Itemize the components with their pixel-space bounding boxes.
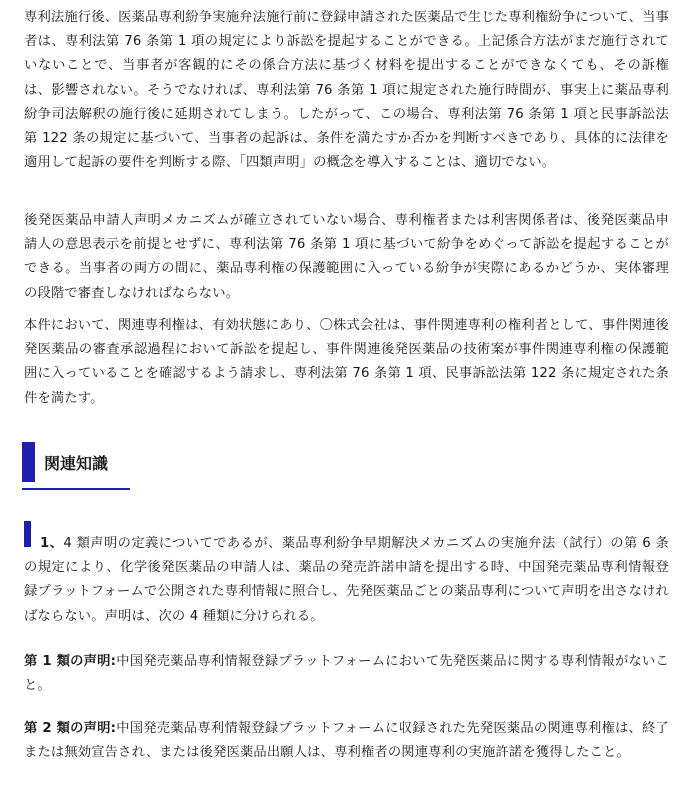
declaration-type-2-label: 第 2 類の声明:: [24, 721, 117, 736]
knowledge-item-1: [24, 532, 669, 629]
heading-accent-bar: [22, 442, 35, 482]
paragraph-no-declaration-mechanism: 後発医薬品申請人声明メカニズムが確立されていない場合、専利権者または利害関係者は、後発医薬品申請人の意思表示を前提とせずに、専利法第 76 条第 1 項に基づいて紛争をめぐって訴訟を提起することができる。当事者の両方の間に、薬品専利権の保護範囲に入っている紛争が実際にあるかどうか、実体審理の段階で審査しなければならない。: [24, 213, 669, 301]
item-text: 4 類声明の定義についてであるが、薬品専利紛争早期解決メカニズムの実施弁法（試行）の第 6 条の規定により、化学後発医薬品の申請人は、薬品の発売許諾申請を提出する時、中国発売薬品専利情報登録プラットフォームで公開された専利情報に照合し、先発医薬品ごとの薬品専利について声明を出さなければならない。声明は、次の 4 種類に分けられる。: [24, 536, 669, 624]
declaration-type-1-text: 中国発売薬品専利情報登録プラットフォームにおいて先発医薬品に関する専利情報がないこと。: [24, 654, 669, 694]
declaration-type-1-label: 第 1 類の声明:: [24, 654, 117, 669]
declaration-type-2: [24, 717, 669, 765]
declaration-type-2-text: 中国発売薬品専利情報登録プラットフォームに収録された先発医薬品の関連専利権は、終了または無効宣告され、または後発医薬品出願人は、専利権者の関連専利の実施許諾を獲得したこと。: [24, 721, 669, 761]
paragraph-standing-to-sue: 専利法施行後、医薬品専利紛争実施弁法施行前に登録申請された医薬品で生じた専利権紛争について、当事者は、専利法第 76 条第 1 項の規定により訴訟を提起することができる。上記係合方法がまだ施行されていないことで、当事者が客観的にその係合方法に基づく材料を提出することができなくても、その訴権は、影響されない。そうでなければ、専利法第 76 条第 1 項に規定された施行時間が、事実上に薬品専利紛争司法解釈の施行後に延期されてしまう。したがって、この場合、専利法第 76 条第 1 項と民事訴訟法第 122 条の規定に基づいて、当事者の起訴は、条件を満たすか否かを判断すべきであり、具体的に法律を適用して起訴の要件を判断する際、「四類声明」の概念を導入することは、適切でない。: [24, 10, 669, 171]
related-knowledge-heading: [22, 440, 130, 490]
item-number: 1、: [40, 536, 64, 551]
declaration-type-1: [24, 650, 669, 698]
section-title: 関連知識: [44, 454, 109, 473]
paragraph-case-conclusion: 本件において、関連専利権は、有効状態にあり、〇株式会社は、事件関連専利の権利者として、事件関連後発医薬品の審査承認過程において訴訟を提起し、事件関連後発医薬品の技術案が事件関連専利権の保護範囲に入っていることを確認するよう請求し、専利法第 76 条第 1 項、民事訴訟法第 122 条に規定された条件を満たす。: [24, 318, 669, 406]
